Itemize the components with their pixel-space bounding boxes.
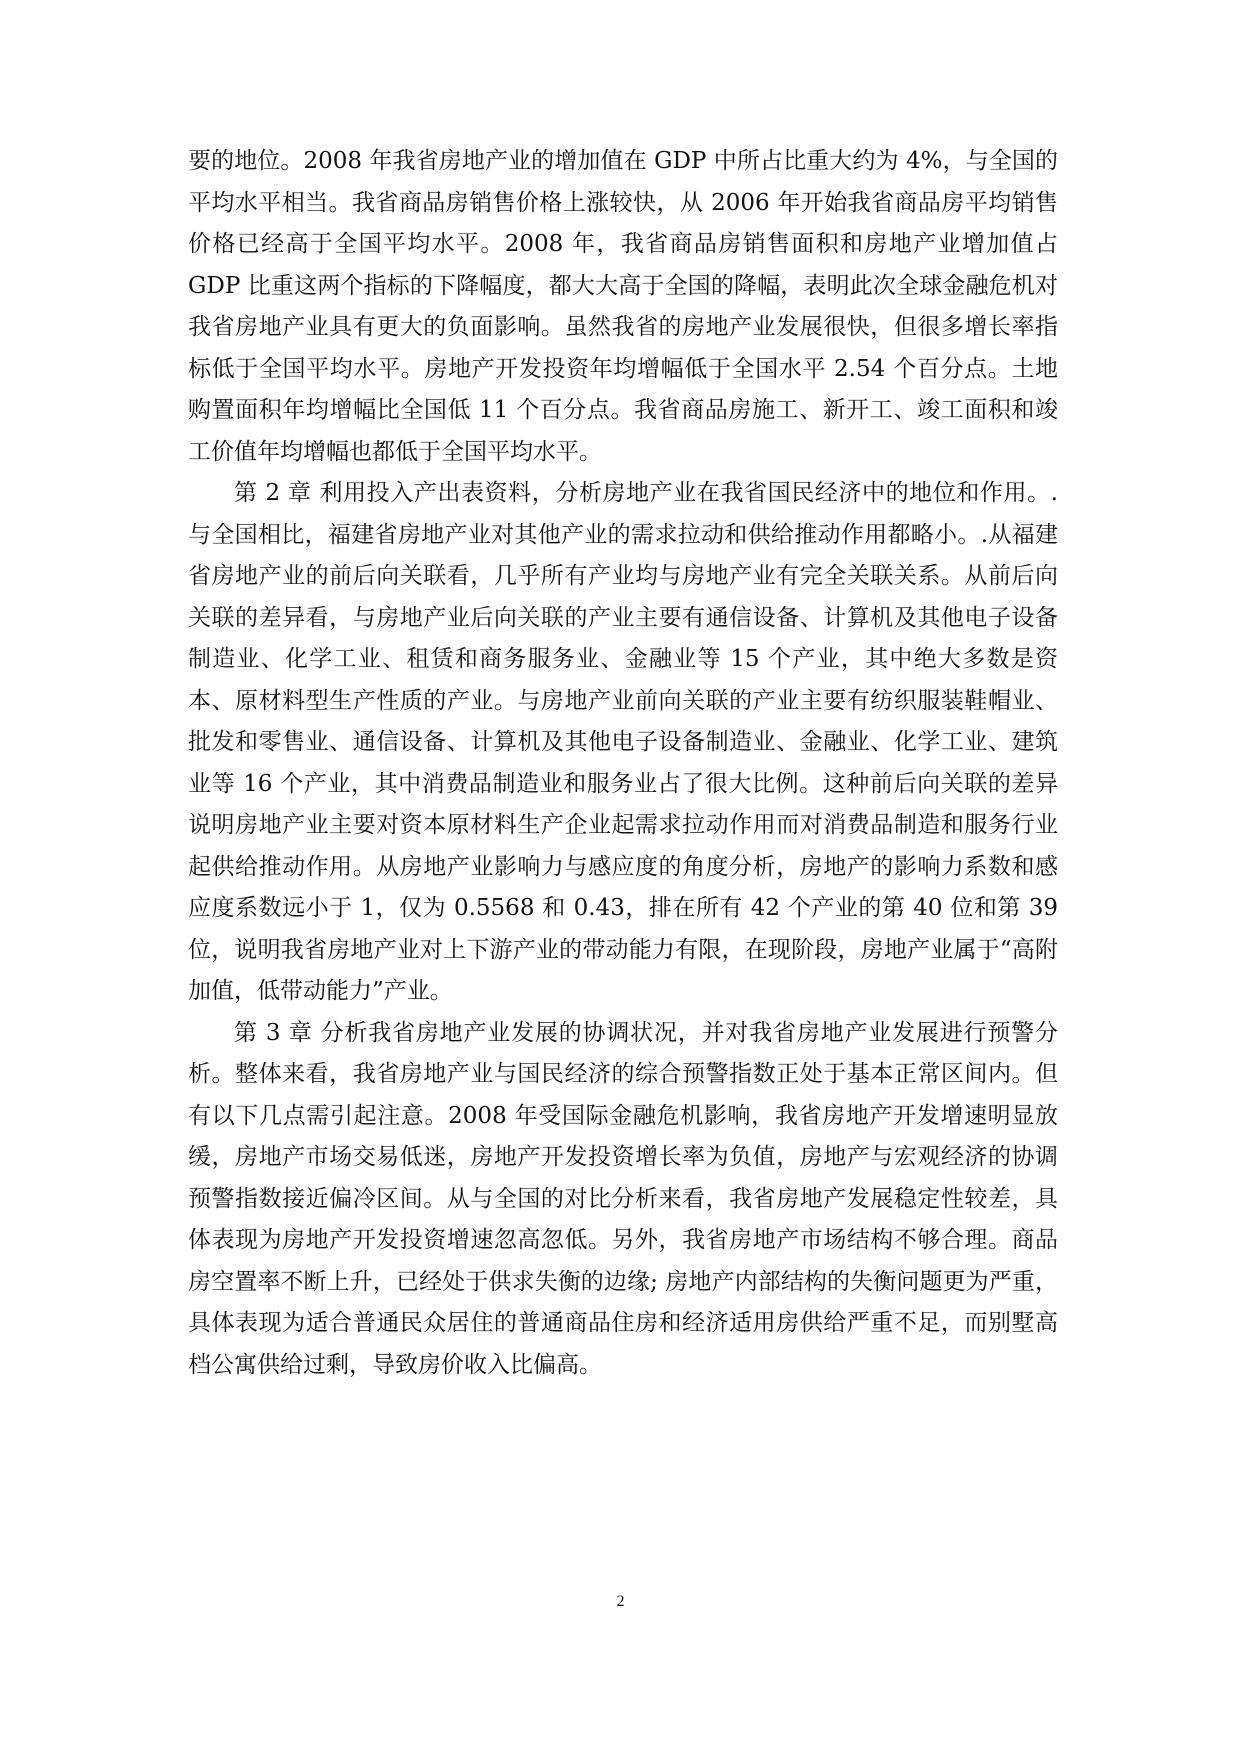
- page-number: 2: [616, 1593, 625, 1610]
- paragraph-chapter-2: 第 2 章 利用投入产出表资料，分析房地产业在我省国民经济中的地位和作用。.与全国相比，福建省房地产业对其他产业的需求拉动和供给推动作用都略小。.从福建省房地产业的前后向关联看，几乎所有产业均与房地产业有完全关联关系。从前后向关联的差异看，与房地产业后向关联的产业主要有通信设备、计算机及其他电子设备制造业、化学工业、租赁和商务服务业、金融业等 15 个产业，其中绝大多数是资本、原材料型生产性质的产业。与房地产业前向关联的产业主要有纺织服装鞋帽业、批发和零售业、通信设备、计算机及其他电子设备制造业、金融业、化学工业、建筑业等 16 个产业，其中消费品制造业和服务业占了很大比例。这种前后向关联的差异说明房地产业主要对资本原材料生产企业起需求拉动作用而对消费品制造和服务行业起供给推动作用。从房地产业影响力与感应度的角度分析，房地产的影响力系数和感应度系数远小于 1，仅为 0.5568 和 0.43，排在所有 42 个产业的第 40 位和第 39 位，说明我省房地产业对上下游产业的带动能力有限，在现阶段，房地产业属于“高附加值，低带动能力”产业。: [188, 480, 1058, 1004]
- paragraph-continuation: 要的地位。2008 年我省房地产业的增加值在 GDP 中所占比重大约为 4%，与全国的平均水平相当。我省商品房销售价格上涨较快，从 2006 年开始我省商品房平均销售价格已经高于全国平均水平。2008 年，我省商品房销售面积和房地产业增加值占 GDP 比重这两个指标的下降幅度，都大大高于全国的降幅，表明此次全球金融危机对我省房地产业具有更大的负面影响。虽然我省的房地产业发展很快，但很多增长率指标低于全国平均水平。房地产开发投资年均增幅低于全国水平 2.54 个百分点。土地购置面积年均增幅比全国低 11 个百分点。我省商品房施工、新开工、竣工面积和竣工价值年均增幅也都低于全国平均水平。: [188, 148, 1058, 465]
- paragraph-chapter-3: 第 3 章 分析我省房地产业发展的协调状况，并对我省房地产业发展进行预警分析。整体来看，我省房地产业与国民经济的综合预警指数正处于基本正常区间内。但有以下几点需引起注意。2008 年受国际金融危机影响，我省房地产开发增速明显放缓，房地产市场交易低迷，房地产开发投资增长率为负值，房地产与宏观经济的协调预警指数接近偏冷区间。从与全国的对比分析来看，我省房地产发展稳定性较差，具体表现为房地产开发投资增速忽高忽低。另外，我省房地产市场结构不够合理。商品房空置率不断上升，已经处于供求失衡的边缘; 房地产内部结构的失衡问题更为严重，具体表现为适合普通民众居住的普通商品住房和经济适用房供给严重不足，而别墅高档公寓供给过剩，导致房价收入比偏高。: [188, 1019, 1058, 1378]
- body-text: [188, 141, 1058, 1386]
